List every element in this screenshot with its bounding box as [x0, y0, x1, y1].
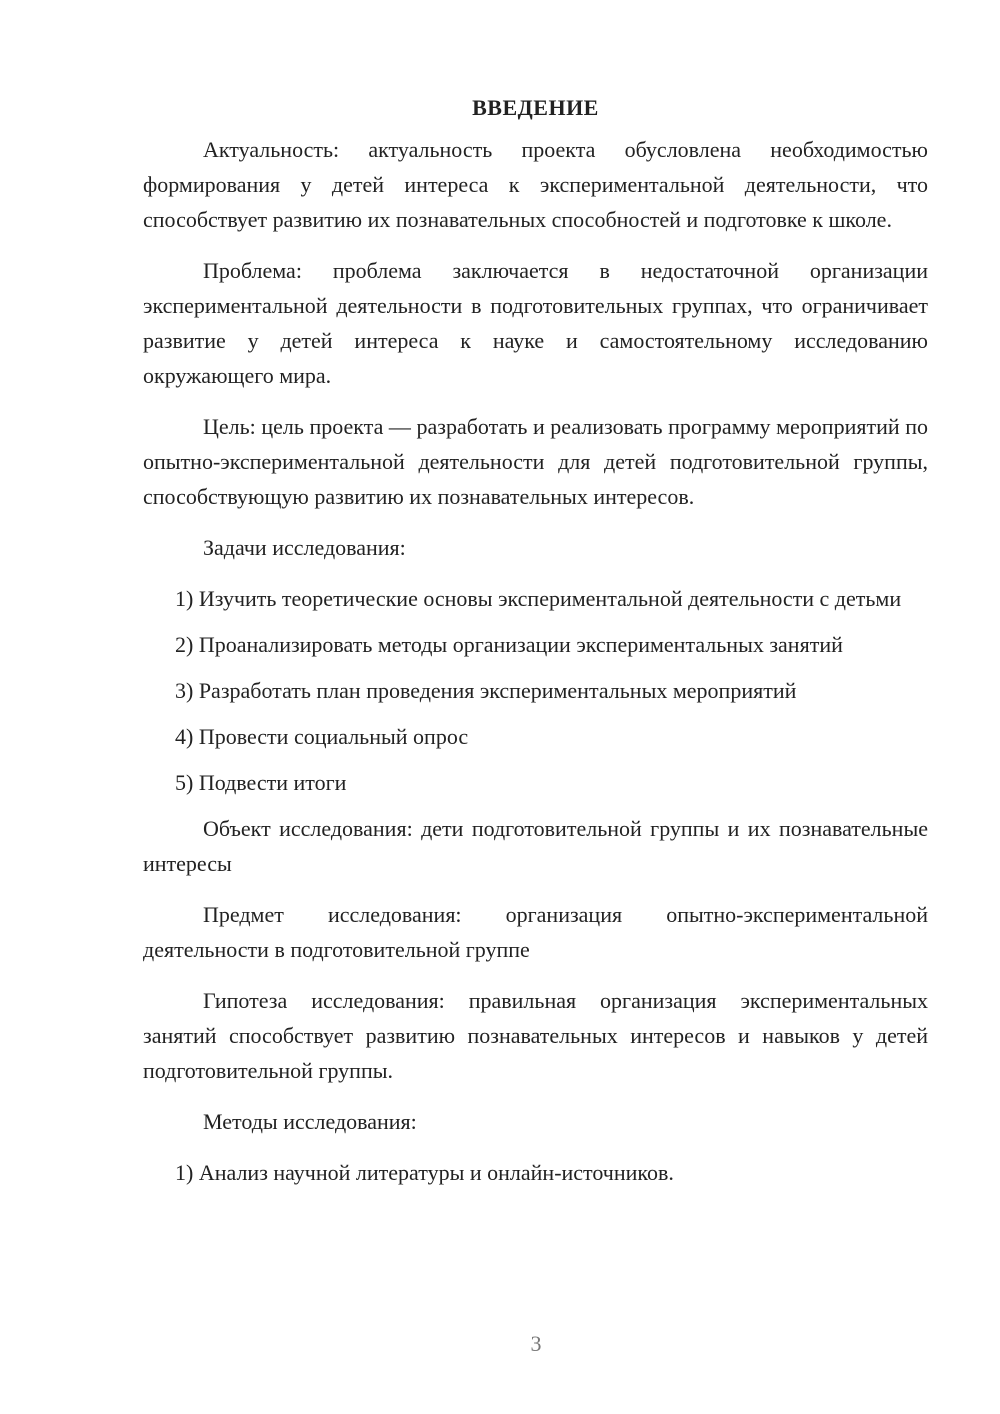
task-item: 4) Провести социальный опрос — [175, 724, 469, 749]
paragraph-subject: Предмет исследования: организация опытно-экспериментальной деятельности в подготовительной группе — [143, 902, 928, 962]
document-page — [143, 90, 928, 1201]
page-number: 3 — [530, 1331, 542, 1356]
paragraph-problem: Проблема: проблема заключается в недостаточной организации экспериментальной деятельности в подготовительных группах, что ограничивает развитие у детей интереса к науке и самостоятельному исследованию окружающего мира. — [143, 258, 928, 388]
task-item: 3) Разработать план проведения экспериментальных мероприятий — [175, 678, 797, 703]
paragraph-object: Объект исследования: дети подготовительной группы и их познавательные интересы — [143, 816, 928, 876]
paragraph-goal: Цель: цель проекта — разработать и реализовать программу мероприятий по опытно-экспериментальной деятельности для детей подготовительной группы, способствующую развитию их познавательных интересов. — [143, 414, 928, 509]
page-title: ВВЕДЕНИЕ — [472, 95, 599, 120]
tasks-heading: Задачи исследования: — [203, 535, 406, 560]
task-item: 5) Подвести итоги — [175, 770, 347, 795]
task-item: 1) Изучить теоретические основы экспериментальной деятельности с детьми — [175, 586, 902, 611]
paragraph-hypothesis: Гипотеза исследования: правильная организация экспериментальных занятий способствует развитию познавательных интересов и навыков у детей подготовительной группы. — [143, 988, 928, 1083]
method-item: 1) Анализ научной литературы и онлайн-источников. — [175, 1160, 674, 1185]
paragraph-relevance: Актуальность: актуальность проекта обусловлена необходимостью формирования у детей интереса к экспериментальной деятельности, что способствует развитию их познавательных способностей и подготовке к школе. — [143, 137, 928, 232]
methods-heading: Методы исследования: — [203, 1109, 417, 1134]
task-item: 2) Проанализировать методы организации экспериментальных занятий — [175, 632, 843, 657]
